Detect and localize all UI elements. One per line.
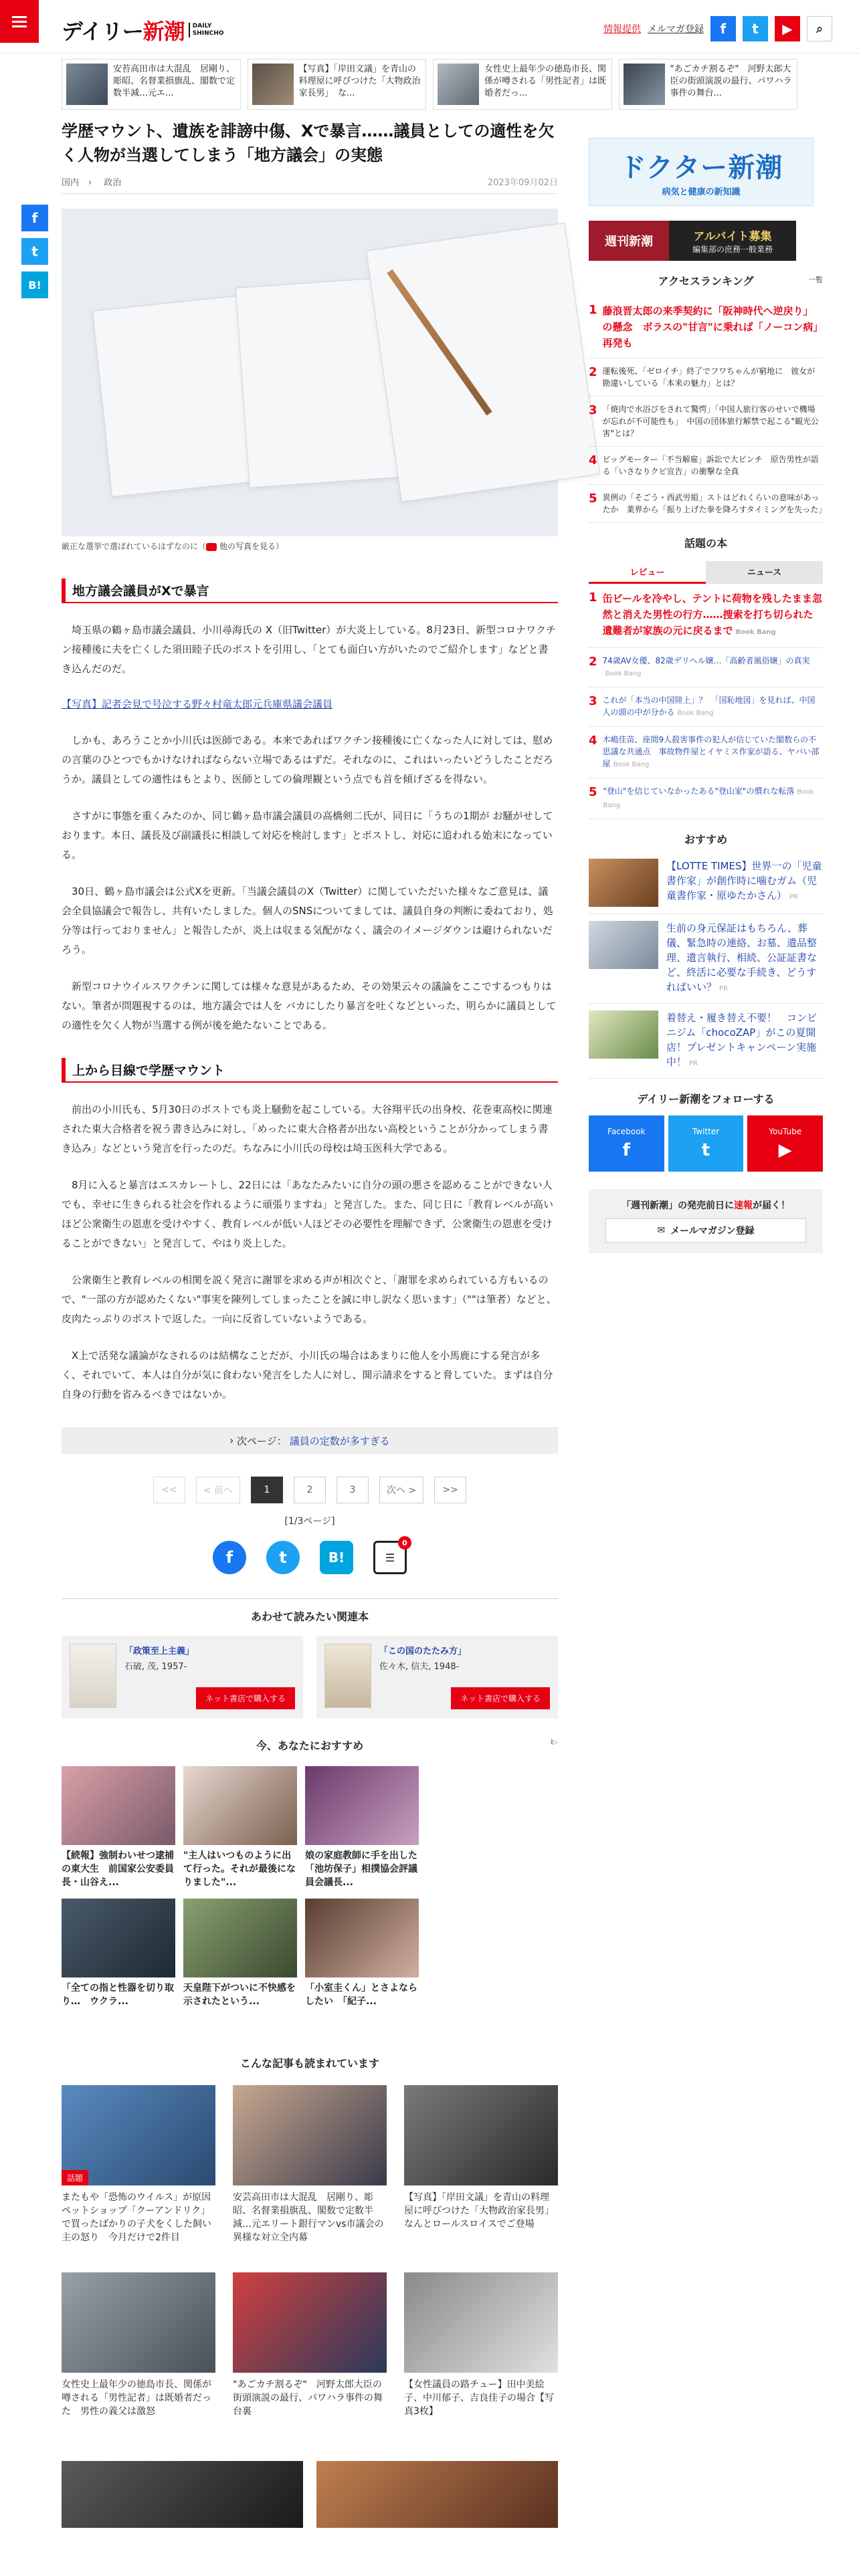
next-page-link[interactable]: [62, 1427, 558, 1454]
newsletter-link[interactable]: メルマガ登録: [648, 24, 704, 35]
site-header: [0, 0, 859, 53]
caption-text: 厳正な選挙で選ばれているはずなのに（: [62, 542, 207, 551]
breadcrumb-politics[interactable]: 政治: [104, 178, 122, 188]
youtube-icon[interactable]: ▶: [775, 16, 800, 41]
next-prefix: 次ページ：: [237, 1434, 287, 1447]
recommend-image: [183, 1899, 297, 1977]
newsletter-text-3: 速報: [734, 1200, 753, 1211]
bottom-image[interactable]: [62, 2461, 303, 2528]
bottom-images: [62, 2461, 558, 2528]
facebook-share-icon[interactable]: f: [213, 1541, 246, 1574]
camera-icon: [206, 543, 217, 551]
pr-label: PR: [789, 893, 798, 901]
ad-choices-icon[interactable]: i▷: [550, 1739, 558, 1746]
book-title[interactable]: 「政策至上主義」: [124, 1646, 195, 1656]
pr-label: PR: [689, 1060, 698, 1067]
book-item[interactable]: [589, 584, 823, 648]
recommend-item[interactable]: [62, 1899, 175, 2022]
next-page-button[interactable]: 次へ >: [379, 1477, 423, 1503]
recommend-image: [427, 1766, 541, 1845]
ticker-text: 安苔高田市は大混乱 居剛り、彫昭、名督業損旗乱、閣数で定数半減…元エ...: [113, 64, 235, 98]
book-item-title: "登山"を信じていなかったある"登山家"の慣れな転落: [603, 786, 795, 796]
paragraph: しかも、あろうことか小川氏は医師である。本来であればワクチン接種後に亡くなった人に対しては、慰め の言葉のひとつでもかけなければならない立場であるはずだ。それなのに、これはいったいどうしたことだろうか。議員としての適性はもとより、医師としての倫理観という点でも首を傾げざるを得ない。: [62, 734, 553, 785]
also-caption: "あごカチ割るぞ" 河野太郎大臣の街頭演説の最行、パワハラ事件の舞台裏: [233, 2379, 383, 2417]
ranking-item[interactable]: [589, 296, 823, 358]
rank-number: 4: [589, 453, 597, 467]
book-item[interactable]: [589, 648, 823, 687]
books-list: [589, 584, 823, 819]
recommend-image: [62, 1766, 175, 1845]
hatena-bookmark-icon[interactable]: B!: [21, 272, 48, 298]
ranking-heading: [589, 273, 823, 288]
more-photos-link[interactable]: 他の写真を見る: [219, 542, 276, 551]
rank-title: 「焼肉で水浴びをされて驚愕」「中国人旅行客のせいで機場が忘れが不可能性も」 中国の団体旅行解禁で起こる"観光公害"とは？: [602, 405, 820, 438]
paragraph: 公衆衛生と教育レベルの相関を説く発言に謝罪を求める声が相次ぐと、「謝罪を求められている方もいるので、"一部の方が認めたくない"事実を陳列してしまったことを誠に申し訳なく思います」（""は筆者）などと、皮肉たっぷりのポストで返した。一向に反省していないようである。: [62, 1274, 557, 1325]
book-author: 石破, 茂, 1957-: [124, 1662, 187, 1672]
also-caption: 【女性議員の路チュー】田中美絵子、中川郁子、吉良佳子の場合【写真3枚】: [404, 2379, 554, 2417]
rank-number: 1: [589, 303, 597, 317]
book-cover: [70, 1644, 116, 1708]
doctor-shincho-banner[interactable]: [589, 138, 814, 206]
menu-button[interactable]: [0, 0, 39, 43]
hamburger-icon: [12, 21, 27, 23]
ranking-item[interactable]: [589, 397, 823, 447]
paragraph: さすがに事態を重くみたのか、同じ鶴ヶ島市議会議員の高橋剣二氏が、同日に「うちの1期が お騒がせしております。本日、議長及び副議長に相談して対応を検討します」とポストし、対応に追われる始末になっている。: [62, 810, 553, 861]
rank-number: 3: [589, 403, 597, 417]
first-page-button[interactable]: <<: [153, 1477, 185, 1503]
ranking-item[interactable]: [589, 485, 827, 523]
ticker-item[interactable]: [62, 59, 241, 110]
recommend-caption: 天皇陛下がついに不快感を示されたという...: [183, 1983, 296, 2007]
osusume-image: [589, 1010, 658, 1059]
book-rank: 3: [589, 694, 597, 708]
paragraph: 新型コロナウイルスワクチンに関しては様々な意見があるため、その効果云々の議論をここでするつもりはない。筆者が問題視するのは、地方議会では人を バカにしたり暴言を吐くなどといった、明らかに議員としての適性を欠く人物が当選する例が後を絶たないことである。: [62, 980, 557, 1031]
buy-button[interactable]: ネット書店で購入する: [451, 1687, 550, 1709]
newsletter-text-4: が届く！: [753, 1200, 790, 1211]
newsletter-text: [598, 1198, 814, 1212]
book-rank: 2: [589, 655, 597, 669]
book-item-title: これが「本当の中国陸上」？ 「国恥地図」を見れば、中国人の頭の中が分かる: [602, 695, 816, 717]
header-links: [603, 16, 832, 41]
rank-title: ビッグモーター「不当解雇」訴訟で大ピンチ 原告男性が語る「いさなりクビ宣告」の衝撃な全真: [602, 455, 819, 476]
follow-youtube-label: YouTube: [769, 1127, 802, 1136]
logo-text-1: デイリー: [62, 19, 143, 44]
recommend-image: [305, 1766, 419, 1845]
books-heading: 話題の本: [684, 537, 727, 550]
also-read-item[interactable]: [404, 2272, 558, 2445]
rank-number: 5: [589, 492, 597, 506]
ticker-thumb: [66, 64, 108, 105]
book-source: Book Bang: [677, 710, 714, 717]
also-image: [404, 2272, 558, 2373]
book-item-title: 缶ビールを冷やし、テントに荷物を残したまま忽然と消えた男性の行方……捜索を打ち切られた遺難者が家族の元に戻るまで: [602, 593, 822, 637]
bottom-image[interactable]: [316, 2461, 558, 2528]
recommend-title: 今、あなたにおすすめ: [256, 1739, 364, 1752]
also-image: [62, 2085, 215, 2185]
rank-title: 藤浪晋太郎の来季契約に「阪神時代へ逆戻り」の懸念 ボラスの"甘言"に乗れば「ノーコン病」再発も: [602, 305, 818, 349]
ticker-item[interactable]: [248, 59, 427, 110]
logo-en-1: DAILY: [192, 23, 212, 29]
chevron-right-icon: ›: [229, 1434, 237, 1446]
related-books: [62, 1636, 558, 1719]
side-share-bar: [21, 205, 48, 298]
book-item[interactable]: [589, 687, 823, 727]
newsletter-text-2: の発売前日に: [678, 1200, 734, 1211]
section-heading: 上から目線で学歴マウント: [62, 1058, 558, 1083]
banner-subtitle: 病気と健康の新知識: [662, 187, 741, 197]
photo-link[interactable]: 【写真】記者会見で号泣する野々村竜太郎元兵庫県議会議員: [62, 698, 333, 710]
article-meta: [62, 175, 558, 194]
rank-title: 異例の「そごう・西武労組」ストはどれくらいの意味があったか 業界から「振り上げた拳を降ろすタイミングを失った」: [602, 493, 827, 514]
recommend-image: [62, 1899, 175, 1977]
newsletter-signup-button[interactable]: [605, 1218, 806, 1243]
also-read-grid: [62, 2085, 558, 2445]
osusume-item[interactable]: [589, 914, 823, 1004]
recommend-caption: [427, 1849, 541, 1889]
recommend-item[interactable]: [183, 1766, 297, 1889]
also-read-title: こんな記事も読まれています: [240, 2057, 379, 2070]
recommend-item[interactable]: [305, 1766, 419, 1889]
ticker-text: "あごカチ割るぞ" 河野太郎大臣の街頭演説の最行、パワハラ事件の舞台...: [670, 64, 792, 98]
book-card[interactable]: [62, 1636, 303, 1719]
twitter-icon: t: [701, 1140, 710, 1160]
pr-label: PR: [719, 985, 728, 992]
ticker-text: 女性史上最年少の徳島市長、関係が噂される「男性記者」は既婚者だっ...: [484, 64, 607, 98]
osusume-list: [589, 852, 823, 1079]
recommend-item[interactable]: [427, 1766, 541, 1889]
paragraph: 8月に入ると暴言はエスカレートし、22日には「あなたみたいに自分の頭の悪さを認めることができない人でも、幸せに生きられる社会を作れるように頑張りますね」と発言した。また、同じ日に「教育レベルが高いほど公衆衛生の恩恵を受けやすく、教育レベルが低い人ほどその必要性を理解できず、公衆衛生の恩恵を受けることができない」と発言して、やはり炎上した。: [62, 1179, 554, 1249]
book-source: Book Bang: [605, 670, 642, 677]
also-read-item[interactable]: [233, 2272, 387, 2445]
facebook-share-icon[interactable]: f: [21, 205, 48, 231]
recommend-item[interactable]: [305, 1899, 419, 2022]
osusume-image: [589, 859, 658, 907]
recommend-image: [427, 1899, 541, 1977]
book-rank: 1: [589, 591, 597, 605]
also-image: [233, 2272, 387, 2373]
osusume-title: 生前の身元保証はもちろん、葬儀、緊急時の連絡、お墓、遺品整理、遺言執行、相続、公証証書など、終活に必要な手続き、どうすればいい？: [666, 922, 818, 993]
osusume-title: 着替え・履き替え不要！ コンビニジム「chocoZAP」がこの夏開店！プレゼントキャンペーン実施中！: [666, 1012, 818, 1068]
topic-tag: 話題: [62, 2170, 88, 2185]
recommend-caption: 「全ての指と性器を切り取り… ウクラ...: [62, 1983, 174, 2007]
newsletter-text-1: 「週刊新潮」: [622, 1200, 678, 1211]
follow-twitter-button[interactable]: [668, 1115, 744, 1172]
book-title[interactable]: 「この国のたたみ方」: [379, 1646, 467, 1656]
follow-heading: デイリー新潮をフォローする: [637, 1093, 775, 1105]
osusume-image: [589, 921, 658, 969]
mail-icon: ✉: [657, 1225, 666, 1236]
book-author: 佐々木, 信夫, 1948-: [379, 1662, 460, 1672]
section-heading: 地方議会議員がXで暴言: [62, 578, 558, 603]
youtube-icon: ▶: [778, 1140, 792, 1160]
logo-en-2: SHINCHO: [192, 30, 224, 37]
recommend-caption: [427, 1981, 541, 2022]
book-rank: 4: [589, 734, 597, 748]
follow-facebook-label: Facebook: [607, 1127, 646, 1136]
books-tabs: [589, 561, 823, 584]
also-read-item[interactable]: [233, 2085, 387, 2258]
hero-image[interactable]: [62, 209, 558, 536]
twitter-share-icon[interactable]: t: [266, 1541, 300, 1574]
comment-icon[interactable]: ☰ 0: [373, 1541, 407, 1574]
book-item-title: 74歳AV女優、82歳デリヘル嬢…「高齢者風俗嬢」の真実: [602, 656, 810, 665]
book-source: Book Bang: [735, 629, 776, 636]
newsletter-signup-label: メールマガジン登録: [670, 1226, 755, 1237]
twitter-icon[interactable]: t: [743, 16, 768, 41]
page-2-button[interactable]: 2: [294, 1477, 326, 1503]
recommend-image: [305, 1899, 419, 1977]
share-row: [62, 1538, 558, 1574]
ranking-item[interactable]: [589, 358, 823, 397]
recommend-caption: "主人はいつものように出て行った。それが最後になりました"...: [183, 1850, 296, 1888]
recommend-image: [183, 1766, 297, 1845]
ranking-item[interactable]: [589, 447, 823, 485]
book-item-title: 木嶋佳苗、座間9人殺害事件の犯人が信じていた閣数らの不思議な共通点 事故物件屋とイヤミス作家が語る、ヤバい部屋: [602, 735, 820, 768]
follow-youtube-button[interactable]: [747, 1115, 823, 1172]
prev-page-button[interactable]: < 前へ: [196, 1477, 240, 1503]
ticker-thumb: [438, 64, 479, 105]
recommend-caption: 娘の家庭教師に手を出した「池坊保子」相撲協会評議員会議長...: [305, 1850, 417, 1888]
recruit-banner[interactable]: [589, 221, 796, 261]
ticker-item[interactable]: [619, 59, 798, 110]
book-rank: 5: [589, 785, 597, 799]
recruit-banner-left: 週刊新潮: [589, 221, 669, 261]
osusume-title: 【LOTTE TIMES】世界一の「児童書作家」が創作時に噛むガム（児童書作家・原ゆたかさん）: [666, 860, 822, 901]
also-caption: またもや「恐怖のウイルス」が原因 ペットショップ「クーアンドリク」で買ったばかりの子犬をくした飼い主の怒り 今月だけで2件目: [62, 2192, 221, 2243]
buy-button[interactable]: ネット書店で購入する: [196, 1687, 295, 1709]
article-main: [62, 119, 558, 2528]
also-read-item[interactable]: [404, 2085, 558, 2258]
hatena-bookmark-icon[interactable]: B!: [320, 1541, 353, 1574]
comment-count-badge: 0: [398, 1536, 411, 1549]
logo-text-2: 新潮: [142, 19, 185, 44]
newsletter-box: [589, 1189, 823, 1253]
also-read-item[interactable]: [62, 2085, 221, 2258]
site-logo[interactable]: [62, 15, 223, 45]
also-caption: 女性史上最年少の徳島市長、関係が噂される「男性記者」は既婚者だった 男性の義父は激怒: [62, 2379, 211, 2417]
page-1-button[interactable]: 1: [251, 1477, 283, 1503]
recruit-banner-subtitle: 編集部の庶務一般業務: [692, 245, 773, 254]
osusume-item[interactable]: [589, 852, 823, 914]
rank-title: 運転後死、「ゼロイチ」終了でフワちゃんが窮地に 彼女が勘違いしている「本来の魅力」とは？: [602, 366, 816, 388]
ranking-more-link[interactable]: 一覧: [808, 276, 823, 284]
page-3-button[interactable]: 3: [337, 1477, 369, 1503]
book-item[interactable]: [589, 727, 823, 778]
recommend-grid: [62, 1766, 558, 2022]
osusume-heading: おすすめ: [684, 833, 728, 846]
twitter-share-icon[interactable]: t: [21, 238, 48, 265]
ticker-thumb: [624, 64, 665, 105]
caption-end: ）: [276, 542, 284, 551]
follow-buttons: [589, 1115, 823, 1172]
page-summary: [1/3ページ]: [284, 1516, 335, 1527]
sidebar: [589, 138, 827, 1253]
next-label: 議員の定数が多すぎる: [289, 1434, 390, 1447]
recommend-item[interactable]: [427, 1899, 541, 2022]
book-card[interactable]: [316, 1636, 558, 1719]
recommend-item[interactable]: [62, 1766, 175, 1889]
top-ticker: [62, 53, 797, 114]
rank-number: 2: [589, 365, 597, 379]
ranking-title: アクセスランキング: [658, 275, 754, 288]
tab-news[interactable]: ニュース: [706, 561, 823, 584]
breadcrumb-domestic[interactable]: 国内: [62, 178, 80, 188]
recommend-heading: [62, 1737, 558, 1753]
recommend-caption: 「小室圭くん」とさよならしたい 「紀子...: [305, 1983, 417, 2007]
article-title: 学歴マウント、遺族を誹謗中傷、Xで暴言……議員としての適性を欠く人物が当選してしまう「地方議会」の実態: [62, 122, 555, 165]
tab-review[interactable]: レビュー: [589, 561, 706, 584]
search-icon[interactable]: ⌕: [807, 16, 832, 41]
ticker-thumb: [252, 64, 294, 105]
ranking-list: [589, 296, 827, 523]
last-page-button[interactable]: >>: [434, 1477, 466, 1503]
follow-twitter-label: Twitter: [692, 1127, 720, 1136]
chevron-right-icon: ›: [88, 178, 92, 188]
pagination: [62, 1477, 558, 1503]
also-image: [62, 2272, 215, 2373]
facebook-icon: f: [622, 1140, 630, 1160]
related-books-title: あわせて読みたい関連本: [62, 1598, 558, 1624]
also-read-item[interactable]: [62, 2272, 215, 2445]
also-caption: 【写真】「岸田文議」を青山の料理屋に呼びつけた「大物政治家長男」 なんとロールスロイスでご登場: [404, 2192, 559, 2230]
also-image: [404, 2085, 558, 2185]
also-image: [233, 2085, 387, 2185]
tip-link[interactable]: 情報提供: [603, 24, 641, 35]
publish-date: 2023年09月02日: [487, 178, 558, 188]
paragraph: X上で活発な議論がなされるのは結構なことだが、小川氏の場合はあまりに他人を小馬鹿にする発言が多く、それでいて、本人は自分が気に食わない発言をした人に対し、開示請求をすると脅していた。まずは自分自身の行動を省みるべきではないか。: [62, 1350, 553, 1400]
paragraph: 埼玉県の鶴ヶ島市議会議員、小川尋海氏の X（旧Twitter）が大炎上している。8月23日、新型コロナワクチン接種後に夫を亡くした須田睦子氏のポストを引用し、「とても面白い方がいたのでご紹介します」などと書き込んだのだ。: [62, 624, 556, 675]
book-source: Book Bang: [613, 761, 650, 768]
book-source: Book Bang: [603, 788, 814, 809]
book-item[interactable]: [589, 778, 823, 819]
facebook-icon[interactable]: f: [710, 16, 736, 41]
recommend-caption: 【続報】強制わいせつ逮捕の東大生 前国家公安委員長・山谷え...: [62, 1850, 174, 1888]
recommend-item[interactable]: [183, 1899, 297, 2022]
hero-caption: [62, 536, 558, 556]
book-cover: [324, 1644, 371, 1708]
ticker-text: 【写真】「岸田文議」を青山の料理屋に呼びつけた「大物政治家長男」 な...: [298, 64, 421, 98]
ticker-item[interactable]: [433, 59, 612, 110]
also-caption: 安芸高田市は大混乱 居剛り、彫昭、名督業損旗乱、閣数で定数半減…元エリート銀行マンvs市議会の異様な対立全内幕: [233, 2192, 384, 2243]
recruit-banner-title: アルバイト募集: [693, 230, 772, 243]
paragraph: 前出の小川氏も、5月30日のポストでも炎上騒動を起こしている。大谷翔平氏の出身校、花巻東高校に関連された東大合格者を祝う書き込みに対し、「めったに東大合格者が出ない高校ということが分かってしまう書き込み」などという発言を行ったのだ。ちなみに小川氏の母校は埼玉医科大学である。: [62, 1103, 553, 1154]
osusume-item[interactable]: [589, 1004, 823, 1079]
ballot-paper: [366, 223, 600, 502]
follow-facebook-button[interactable]: [589, 1115, 664, 1172]
breadcrumb: [62, 175, 130, 188]
banner-title: ドクター新潮: [619, 152, 783, 183]
paragraph: 30日、鶴ヶ島市議会は公式Xを更新。「当議会議員のX（Twitter）に関していただいた様々なご意見は、議会全員協議会で報告し、共有いたしました。個人のSNSについてましては、議員自身の判断に委ねており、処分等は行っておりません」と報告したが、炎上は収まる気配がなく、議会のイメージダウンは避けられないだろう。: [62, 885, 553, 956]
